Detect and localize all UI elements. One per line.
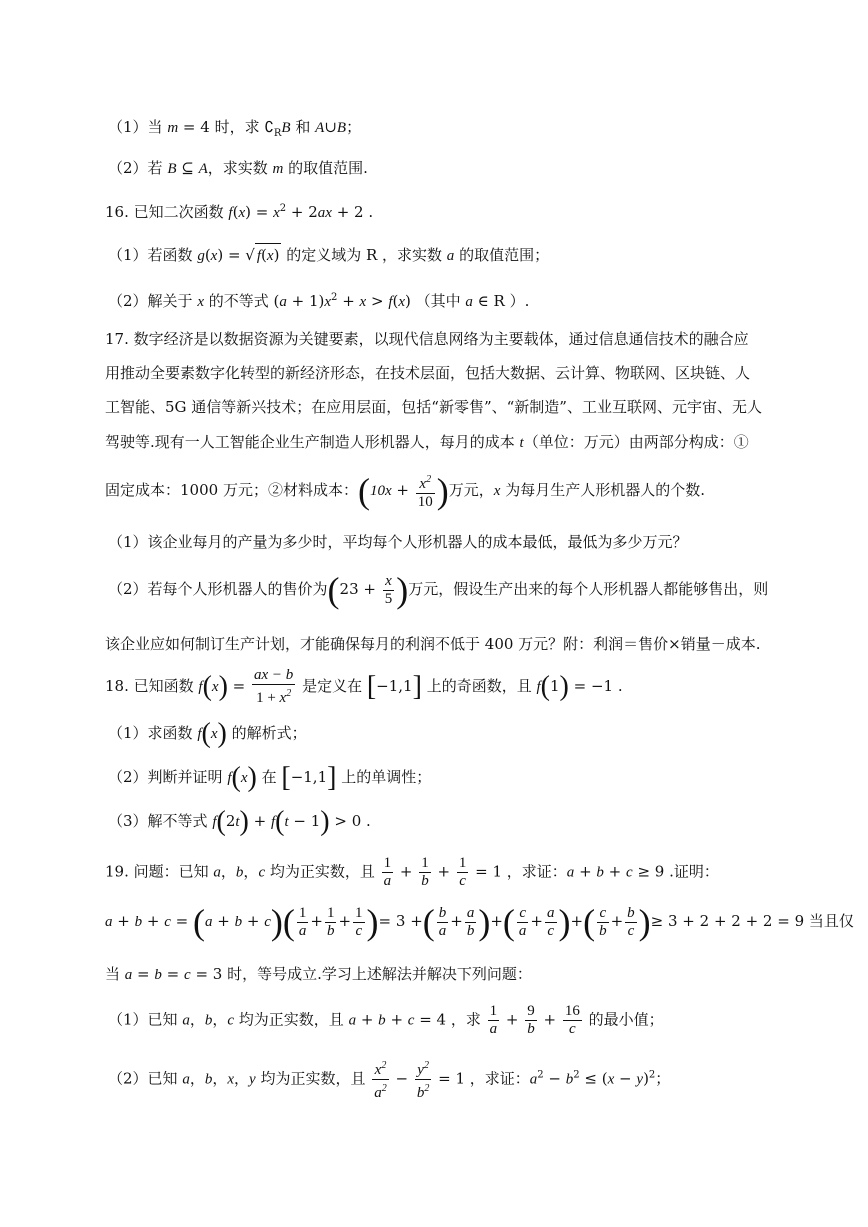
- q15-part2: （2）若 B ⊆ A，求实数 m 的取值范围.: [108, 159, 368, 177]
- q19-proof: a + b + c = (a + b + c)( $\frac{1}{a}$ + $\frac{1}{b}$ + $\frac{1}{c}$ )= 3 +( $\frac{b}{a}$ + $\frac{a}{b}$ )+( $\frac{c}{a}$ + $\frac{a}{c}$ )+( $\frac{c}{b}$ + $\frac{b}{c}$ )≥ 3 + 2 + 2 + 2 = 9 当且仅: [105, 902, 854, 942]
- q17-line3: 工智能、5G 通信等新兴技术；在应用层面，包括“新零售”、“新制造”、工业互联网、元宇宙、无人: [105, 398, 762, 416]
- q16-stem: 16. 已知二次函数 $f(x) = x^2 + 2ax + 2$ .: [105, 203, 374, 221]
- q17-line4: 驾驶等.现有一人工智能企业生产制造人形机器人，每月的成本 t（单位：万元）由两部分构成：①: [105, 433, 749, 451]
- q15-part1: （1）当 m = 4 时，求 $∁_RB$ 和 A∪B；: [108, 118, 362, 139]
- q17-line5: 固定成本：1000 万元；②材料成本：(10x + $\frac{x^2}{10}$ )万元，x 为每月生产人形机器人的个数.: [105, 471, 705, 511]
- q17-line6: 该企业应如何制订生产计划，才能确保每月的利润不低于 400 万元？附：利润＝售价×销量－成本.: [105, 635, 761, 653]
- q17-line2: 用推动全要素数字化转型的新经济形态，在技术层面，包括大数据、云计算、物联网、区块链、人: [105, 364, 751, 382]
- q18-stem: 18. 已知函数 f(x) = $\frac{ax - b}{1 + x^2}$ 是定义在 [−1,1] 上的奇函数，且 f(1) = −1 .: [105, 667, 623, 706]
- q19-part1: （1）已知 a，b，c 均为正实数，且 a + b + c = 4 ，求 $\frac{1}{a}$ + $\frac{9}{b}$ + $\frac{16}{c}$ 的最小值；: [108, 1003, 664, 1037]
- q19-stem: 19. 问题：已知 a，b，c 均为正实数，且 $\frac{1}{a}$ + $\frac{1}{b}$ + $\frac{1}{c}$ = 1 ，求证：a + b + c ≥ 9 .证明：: [105, 855, 719, 889]
- q16-part1: （1）若函数 g(x) = √ f(x) 的定义域为 R ，求实数 a 的取值范围；: [108, 243, 549, 267]
- q18-part3: （3）解不等式 f(2t) + f(t − 1) > 0 .: [108, 806, 371, 837]
- q18-part1: （1）求函数 f(x) 的解析式；: [108, 718, 307, 749]
- q18-part2: （2）判断并证明 f(x) 在 [−1,1] 上的单调性；: [108, 762, 432, 793]
- q17-part2: （2）若每个人形机器人的售价为(23 + $\frac{x}{5}$ )万元，假设生产出来的每个人形机器人都能够售出，则: [108, 570, 769, 610]
- q19-line3: 当 a = b = c = 3 时，等号成立.学习上述解法并解决下列问题：: [105, 965, 532, 983]
- q17-part1: （1）该企业每月的产量为多少时，平均每个人形机器人的成本最低，最低为多少万元？: [108, 533, 688, 551]
- q16-part2: （2）解关于 x 的不等式 $(a + 1)x^2 + x > f(x)$ （其中 a ∈ R ）.: [108, 292, 530, 310]
- q17-line1: 17. 数字经济是以数据资源为关键要素，以现代信息网络为主要载体，通过信息通信技术的融合应: [105, 330, 749, 348]
- q19-part2: （2）已知 a，b，x，y 均为正实数，且 $\frac{x^2}{a^2}$ − $\frac{y^2}{b^2}$ = 1 ，求证：$a^2 - b^2 \le (x - y)^2$；: [108, 1060, 671, 1101]
